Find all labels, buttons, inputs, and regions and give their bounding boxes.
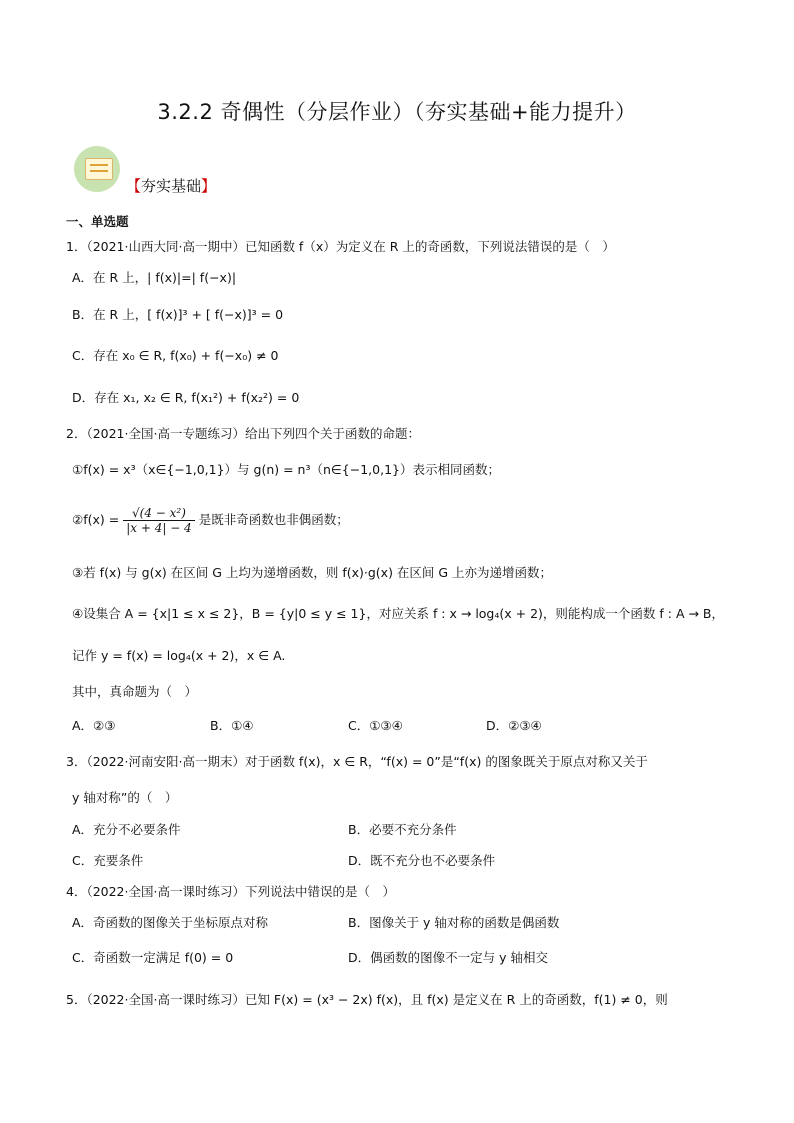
notebook-icon-paper: [85, 158, 113, 180]
q3-option-d: D．既不充分也不必要条件: [348, 853, 496, 868]
q2-option-a: A．②③: [72, 718, 116, 733]
q2-prop-1: ①f(x) = x³（x∈{−1,0,1}）与 g(n) = n³（n∈{−1,0,1}）表示相同函数；: [72, 462, 500, 477]
q5-stem: 5．（2022·全国·高一课时练习）已知 F(x) = (x³ − 2x) f(x)，且 f(x) 是定义在 R 上的奇函数，f(1) ≠ 0，则: [66, 992, 668, 1007]
q1-stem: 1．（2021·山西大同·高一期中）已知函数 f（x）为定义在 R 上的奇函数，下列说法错误的是（ ）: [66, 239, 615, 254]
q2-option-d: D．②③④: [486, 718, 542, 733]
q4-option-a: A．奇函数的图像关于坐标原点对称: [72, 915, 269, 930]
q2-prop-2-prefix: ②f(x) =: [72, 512, 120, 527]
q1-option-b: B．在 R 上，[ f(x)]³ + [ f(−x)]³ = 0: [72, 307, 284, 322]
q4-option-d: D．偶函数的图像不一定与 y 轴相交: [348, 950, 548, 965]
notebook-icon: [74, 146, 120, 192]
q2-prop-4: ④设集合 A = {x|1 ≤ x ≤ 2}，B = {y|0 ≤ y ≤ 1}，对应关系 f : x → log₄(x + 2)，则能构成一个函数 f : A → B，: [72, 606, 724, 621]
q3-option-c: C．充要条件: [72, 853, 144, 868]
q1-option-c: C．存在 x₀ ∈ R, f(x₀) + f(−x₀) ≠ 0: [72, 348, 279, 363]
q2-stem: 2．（2021·全国·高一专题练习）给出下列四个关于函数的命题：: [66, 426, 420, 441]
q4-stem: 4．（2022·全国·高一课时练习）下列说法中错误的是（ ）: [66, 884, 395, 899]
q2-option-b: B．①④: [210, 718, 254, 733]
part-heading: 一、单选题: [66, 214, 129, 229]
section-label: 夯实基础: [141, 177, 202, 195]
q2-prop-2: [72, 506, 349, 535]
q2-prop-2-denominator: |x + 4| − 4: [126, 521, 192, 535]
q2-prop-2-numerator: √(4 − x²): [123, 506, 195, 521]
q3-option-b: B．必要不充分条件: [348, 822, 457, 837]
q1-option-d: D．存在 x₁, x₂ ∈ R, f(x₁²) + f(x₂²) = 0: [72, 390, 300, 405]
q4-option-b: B．图像关于 y 轴对称的函数是偶函数: [348, 915, 560, 930]
q1-option-a: A．在 R 上，| f(x)|=| f(−x)|: [72, 270, 237, 285]
section-bracket-close: 】: [201, 177, 217, 195]
page-title: 3.2.2 奇偶性（分层作业）（夯实基础+能力提升）: [157, 100, 637, 124]
section-bracket-open: 【: [126, 177, 142, 195]
q2-ask: 其中，真命题为（ ）: [72, 684, 198, 699]
q4-option-c: C．奇函数一定满足 f(0) = 0: [72, 950, 234, 965]
q2-option-c: C．①③④: [348, 718, 403, 733]
q2-prop-2-suffix: 是既非奇函数也非偶函数；: [198, 512, 349, 527]
section-heading: [126, 175, 216, 196]
q3-stem-cont: y 轴对称”的（ ）: [72, 790, 178, 805]
q3-option-a: A．充分不必要条件: [72, 822, 181, 837]
q2-prop-3: ③若 f(x) 与 g(x) 在区间 G 上均为递增函数，则 f(x)·g(x) 在区间 G 上亦为递增函数；: [72, 565, 553, 580]
q2-prop-2-fraction: [123, 506, 195, 535]
q3-stem: 3．（2022·河南安阳·高一期末）对于函数 f(x)，x ∈ R，“f(x) = 0”是“f(x) 的图象既关于原点对称又关于: [66, 754, 648, 769]
q2-prop-4-cont: 记作 y = f(x) = log₄(x + 2)，x ∈ A.: [72, 648, 286, 663]
